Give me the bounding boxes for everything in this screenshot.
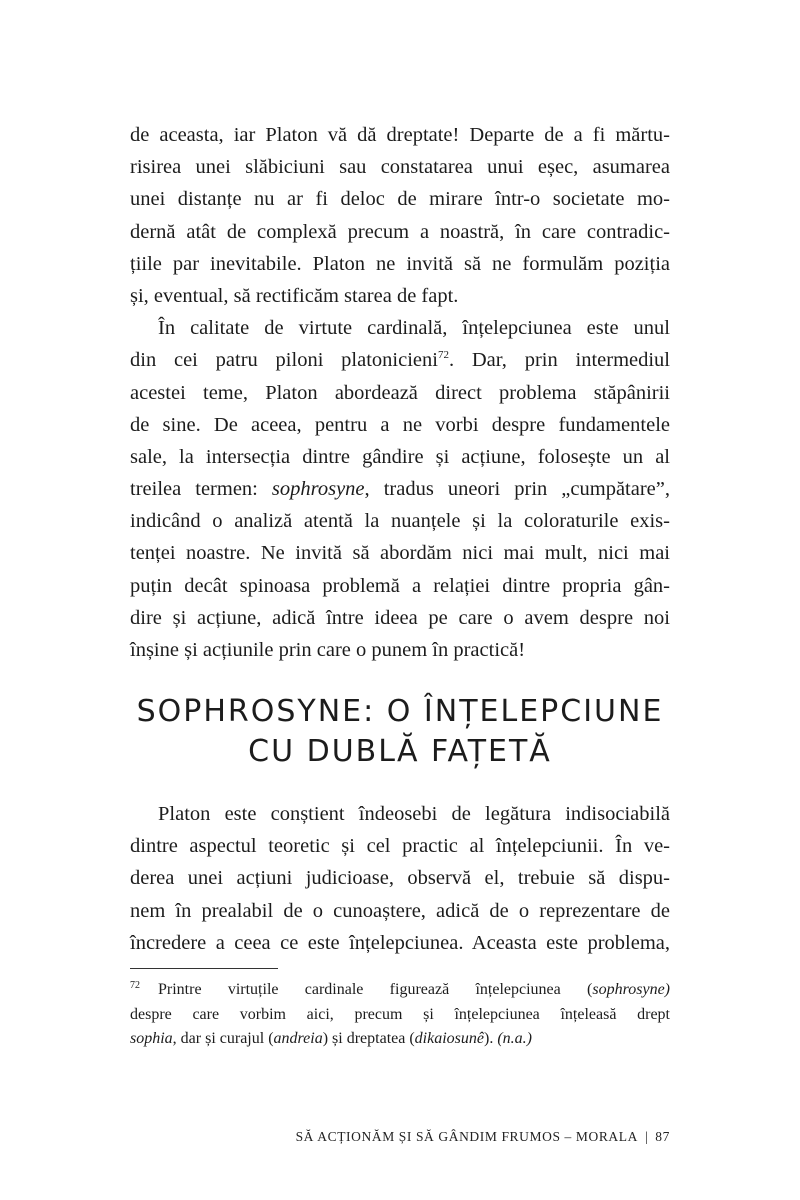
italic-term: (n.a.) bbox=[497, 1030, 532, 1047]
text-line: sale, la intersecția dintre gândire și acțiune, folosește un al bbox=[130, 445, 670, 468]
paragraph-continuation bbox=[130, 119, 670, 312]
footnote-divider bbox=[130, 968, 278, 969]
text-segment: . Dar, prin intermediul bbox=[448, 349, 671, 372]
text-line: de aceasta, iar Platon vă dă dreptate! Departe de a fi mărtu- bbox=[130, 124, 670, 146]
italic-term: andreia bbox=[273, 1030, 323, 1047]
text-segment: , tradus uneori prin „cumpătare”, bbox=[364, 478, 670, 501]
italic-term: dikaiosunê bbox=[414, 1030, 484, 1047]
text-line: acestei teme, Platon abordează direct problema stăpânirii bbox=[130, 381, 670, 404]
paragraph-wisdom bbox=[130, 312, 670, 666]
footnote-line: despre care vorbim aici, precum și înțelepciunea înțeleasă drept bbox=[130, 1005, 670, 1023]
footnote-line bbox=[130, 1027, 670, 1052]
text-line: derea unei acțiuni judicioase, observă el, trebuie să dispu- bbox=[130, 867, 670, 890]
text-line: dire și acțiune, adică între ideea pe care o avem despre noi bbox=[130, 606, 670, 629]
body-text-top bbox=[130, 119, 670, 666]
text-line: risirea unei slăbiciuni sau constatarea unui eșec, asumarea bbox=[130, 156, 670, 179]
text-line bbox=[130, 473, 670, 505]
footnote-reference[interactable]: 72 bbox=[437, 349, 449, 362]
text-line: țiile par inevitabile. Platon ne invită să ne formulăm poziția bbox=[130, 252, 670, 275]
text-line: tenței noastre. Ne invită să abordăm nici mai mult, nici mai bbox=[130, 542, 670, 565]
page-number: 87 bbox=[655, 1129, 670, 1144]
footnote bbox=[130, 978, 670, 1052]
text-segment: ). bbox=[484, 1030, 498, 1047]
text-line: de sine. De aceea, pentru a ne vorbi despre fundamentele bbox=[130, 413, 670, 436]
text-segment: ) și dreptatea ( bbox=[322, 1030, 415, 1047]
text-line: încredere a ceea ce este înțelepciunea. Aceasta este problema, bbox=[130, 931, 670, 954]
text-line: și, eventual, să rectificăm starea de fapt. bbox=[130, 284, 459, 307]
text-line: În calitate de virtute cardinală, înțelepciunea este unul bbox=[158, 317, 670, 340]
text-line: dintre aspectul teoretic și cel practic al înțelepciunii. În ve- bbox=[130, 835, 670, 858]
text-segment: Printre virtuțile cardinale figurează înțelepciunea ( bbox=[158, 981, 593, 998]
text-line: dernă atât de complexă precum a noastră, în care contradic- bbox=[130, 220, 670, 243]
text-line bbox=[130, 344, 670, 376]
text-line: indicând o analiză atentă la nuanțele și la coloraturile exis- bbox=[130, 510, 670, 533]
section-heading bbox=[130, 692, 670, 772]
text-line: înșine și acțiunile prin care o punem în practică! bbox=[130, 639, 526, 661]
body-text-bottom bbox=[130, 798, 670, 959]
text-segment: din cei patru piloni platonicieni bbox=[130, 349, 438, 372]
text-segment: , dar și curajul ( bbox=[172, 1030, 274, 1047]
running-footer-title: SĂ ACȚIONĂM ȘI SĂ GÂNDIM FRUMOS – MORALA bbox=[295, 1129, 638, 1144]
text-line: nem în prealabil de o cunoaștere, adică de o reprezentare de bbox=[130, 899, 670, 922]
footer-separator: | bbox=[644, 1129, 649, 1144]
text-line: Platon este conștient îndeosebi de legătura indisociabilă bbox=[158, 803, 670, 825]
text-line: puțin decât spinoasa problemă a relației dintre propria gân- bbox=[130, 574, 670, 597]
italic-term: sophrosyne bbox=[271, 478, 365, 501]
footnote-line: $^{72}$ Printre virtuțile cardinale figurează înțelepciunea (sophrosyne) bbox=[130, 980, 670, 998]
text-line: unei distanțe nu ar fi deloc de mirare într-o societate mo- bbox=[130, 188, 670, 211]
italic-term: sophia bbox=[130, 1030, 173, 1047]
italic-term: sophrosyne) bbox=[592, 981, 670, 998]
running-footer bbox=[130, 1129, 670, 1149]
section-heading-line: SOPHROSYNE: O ÎNȚELEPCIUNE bbox=[136, 694, 664, 729]
text-segment: treilea termen: bbox=[130, 478, 272, 501]
section-heading-line: CU DUBLĂ FAȚETĂ bbox=[248, 734, 552, 769]
